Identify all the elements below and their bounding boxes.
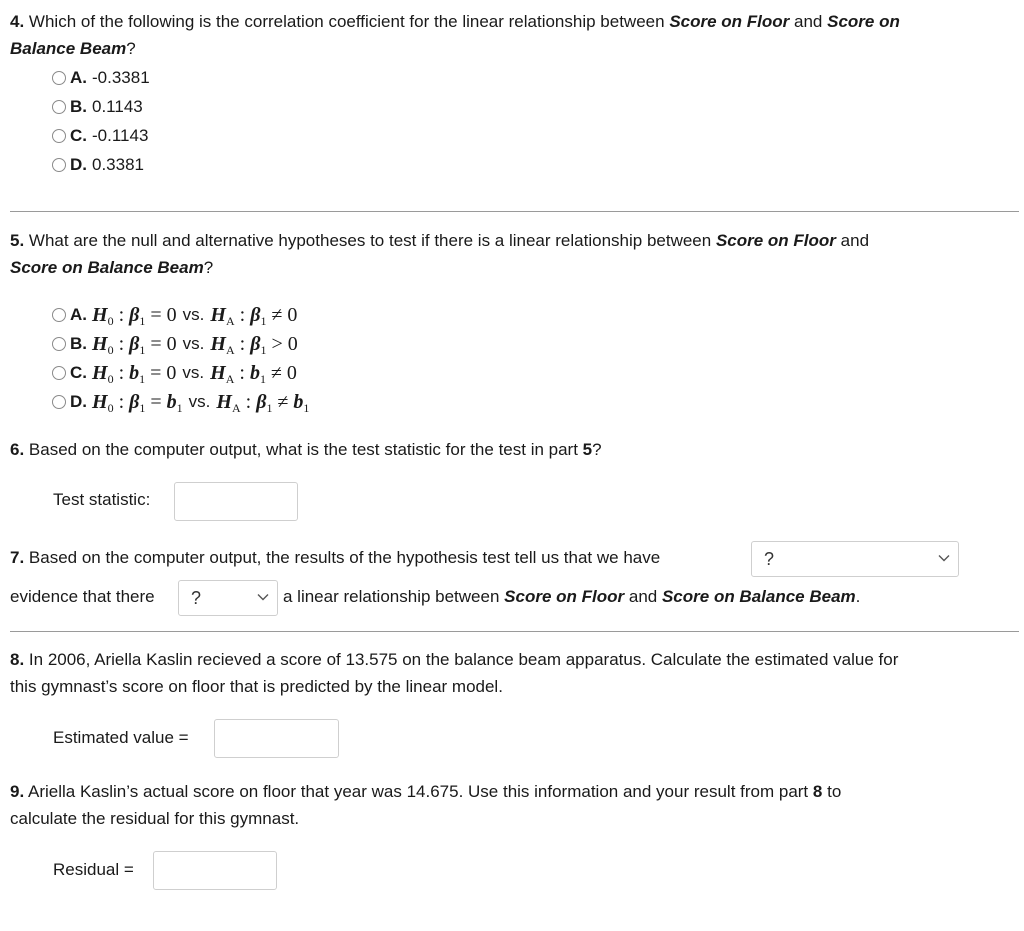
q5-var-floor: Score on Floor <box>715 231 836 250</box>
section-divider <box>10 631 1019 632</box>
radio-button[interactable] <box>52 129 66 143</box>
q7-var-beam: Score on Balance Beam <box>661 587 856 606</box>
q5-option-c[interactable] <box>52 362 297 384</box>
q5-text: What are the null and alternative hypotheses to test if there is a linear relationship between <box>28 231 712 250</box>
option-letter: A. <box>70 68 87 87</box>
q7-prompt-line2-left <box>10 586 155 608</box>
residual-input[interactable] <box>153 851 277 890</box>
q7-prompt-line2-right <box>283 586 860 608</box>
radio-button[interactable] <box>52 100 66 114</box>
q7-var-floor: Score on Floor <box>504 587 625 606</box>
q5-option-a[interactable] <box>52 304 297 326</box>
q6-part-ref: 5 <box>582 440 593 459</box>
radio-button[interactable] <box>52 158 66 172</box>
q9-number: 9. <box>10 782 25 801</box>
q9-prompt-line2: calculate the residual for this gymnast. <box>10 809 300 828</box>
q8-prompt-line2: this gymnast’s score on floor that is predicted by the linear model. <box>10 677 503 696</box>
q4-option-a[interactable] <box>52 67 150 89</box>
q4-number: 4. <box>10 12 25 31</box>
q6-qmark: ? <box>592 440 602 459</box>
radio-button[interactable] <box>52 71 66 85</box>
q5-option-d[interactable] <box>52 391 309 413</box>
q4-option-c[interactable] <box>52 125 148 147</box>
radio-button[interactable] <box>52 395 66 409</box>
q8-prompt-line1 <box>10 649 898 671</box>
option-letter: C. <box>70 126 87 145</box>
q6-text: Based on the computer output, what is the test statistic for the test in part <box>28 440 578 459</box>
radio-button[interactable] <box>52 337 66 351</box>
test-statistic-label: Test statistic: <box>53 490 151 509</box>
radio-button[interactable] <box>52 308 66 322</box>
vs-text: vs. <box>182 305 205 324</box>
q5-var-beam: Score on Balance Beam <box>10 258 204 277</box>
option-value: 0.3381 <box>92 155 144 174</box>
q5-prompt-line2 <box>10 257 213 279</box>
vs-text: vs. <box>188 392 211 411</box>
q7-text-b: evidence that there <box>10 587 155 606</box>
q9-text-line1-end: to <box>827 782 842 801</box>
radio-button[interactable] <box>52 366 66 380</box>
hypothesis-expression: $H_A$ : $\beta_1 > 0$ <box>210 332 298 357</box>
q9-part-ref: 8 <box>812 782 823 801</box>
estimated-value-input[interactable] <box>214 719 339 758</box>
q6-number: 6. <box>10 440 25 459</box>
section-divider <box>10 211 1019 212</box>
select-value: ? <box>764 548 775 569</box>
q5-prompt-line1 <box>10 230 869 252</box>
hypothesis-expression: $H_0$ : $\beta_1 = 0$ <box>92 332 177 357</box>
test-statistic-input[interactable] <box>174 482 298 521</box>
hypothesis-expression: $H_A$ : $\beta_1 \ne 0$ <box>210 303 298 328</box>
option-value: 0.1143 <box>92 97 143 116</box>
q9-text-line1: Ariella Kaslin’s actual score on floor that year was 14.675. Use this information and your result from part <box>27 782 809 801</box>
chevron-down-icon <box>938 554 950 562</box>
q5-qmark: ? <box>203 258 214 277</box>
hypothesis-expression: $H_0$ : $\beta_1 = 0$ <box>92 303 177 328</box>
vs-text: vs. <box>182 334 205 353</box>
option-letter: D. <box>70 155 87 174</box>
q4-option-b[interactable] <box>52 96 143 118</box>
option-letter: B. <box>70 97 87 116</box>
hypothesis-expression: $H_0$ : $\beta_1 = b_1$ <box>92 390 183 415</box>
q6-prompt <box>10 439 602 461</box>
q4-option-d[interactable] <box>52 154 144 176</box>
q4-var-floor: Score on Floor <box>669 12 790 31</box>
option-letter: A. <box>70 305 87 324</box>
q4-text: Which of the following is the correlation coefficient for the linear relationship between <box>28 12 665 31</box>
residual-label: Residual = <box>53 860 134 879</box>
q4-and: and <box>794 12 823 31</box>
vs-text: vs. <box>182 363 205 382</box>
q5-and: and <box>840 231 870 250</box>
q4-var-beam-part2: Balance Beam <box>10 39 127 58</box>
hypothesis-expression: $H_0$ : $b_1 = 0$ <box>92 361 177 386</box>
q7-period: . <box>855 587 861 606</box>
q8-number: 8. <box>10 650 25 669</box>
option-letter: B. <box>70 334 87 353</box>
hypothesis-expression: $H_A$ : $b_1 \ne 0$ <box>210 361 297 386</box>
evidence-strength-select[interactable] <box>751 541 959 577</box>
relationship-select[interactable] <box>178 580 278 616</box>
q7-prompt-line1 <box>10 547 660 569</box>
q5-option-b[interactable] <box>52 333 298 355</box>
q4-qmark: ? <box>126 39 136 58</box>
option-value: -0.1143 <box>92 126 149 145</box>
q4-prompt-line2 <box>10 38 136 60</box>
chevron-down-icon <box>257 593 269 601</box>
q7-and: and <box>628 587 658 606</box>
hypothesis-expression: $H_A$ : $\beta_1 \ne b_1$ <box>216 390 310 415</box>
option-value: -0.3381 <box>92 68 150 87</box>
q4-var-beam-part1: Score on <box>827 12 900 31</box>
q9-prompt-line1 <box>10 781 841 803</box>
q5-number: 5. <box>10 231 25 250</box>
option-letter: D. <box>70 392 87 411</box>
estimated-value-label: Estimated value = <box>53 728 189 747</box>
q7-text-c: a linear relationship between <box>283 587 500 606</box>
q7-text: Based on the computer output, the results of the hypothesis test tell us that we have <box>28 548 661 567</box>
q4-prompt-line1 <box>10 11 900 33</box>
q8-text-line1: In 2006, Ariella Kaslin recieved a score of 13.575 on the balance beam apparatus. Calculate the estimated value for <box>28 650 899 669</box>
q7-number: 7. <box>10 548 25 567</box>
option-letter: C. <box>70 363 87 382</box>
select-value: ? <box>191 587 202 608</box>
